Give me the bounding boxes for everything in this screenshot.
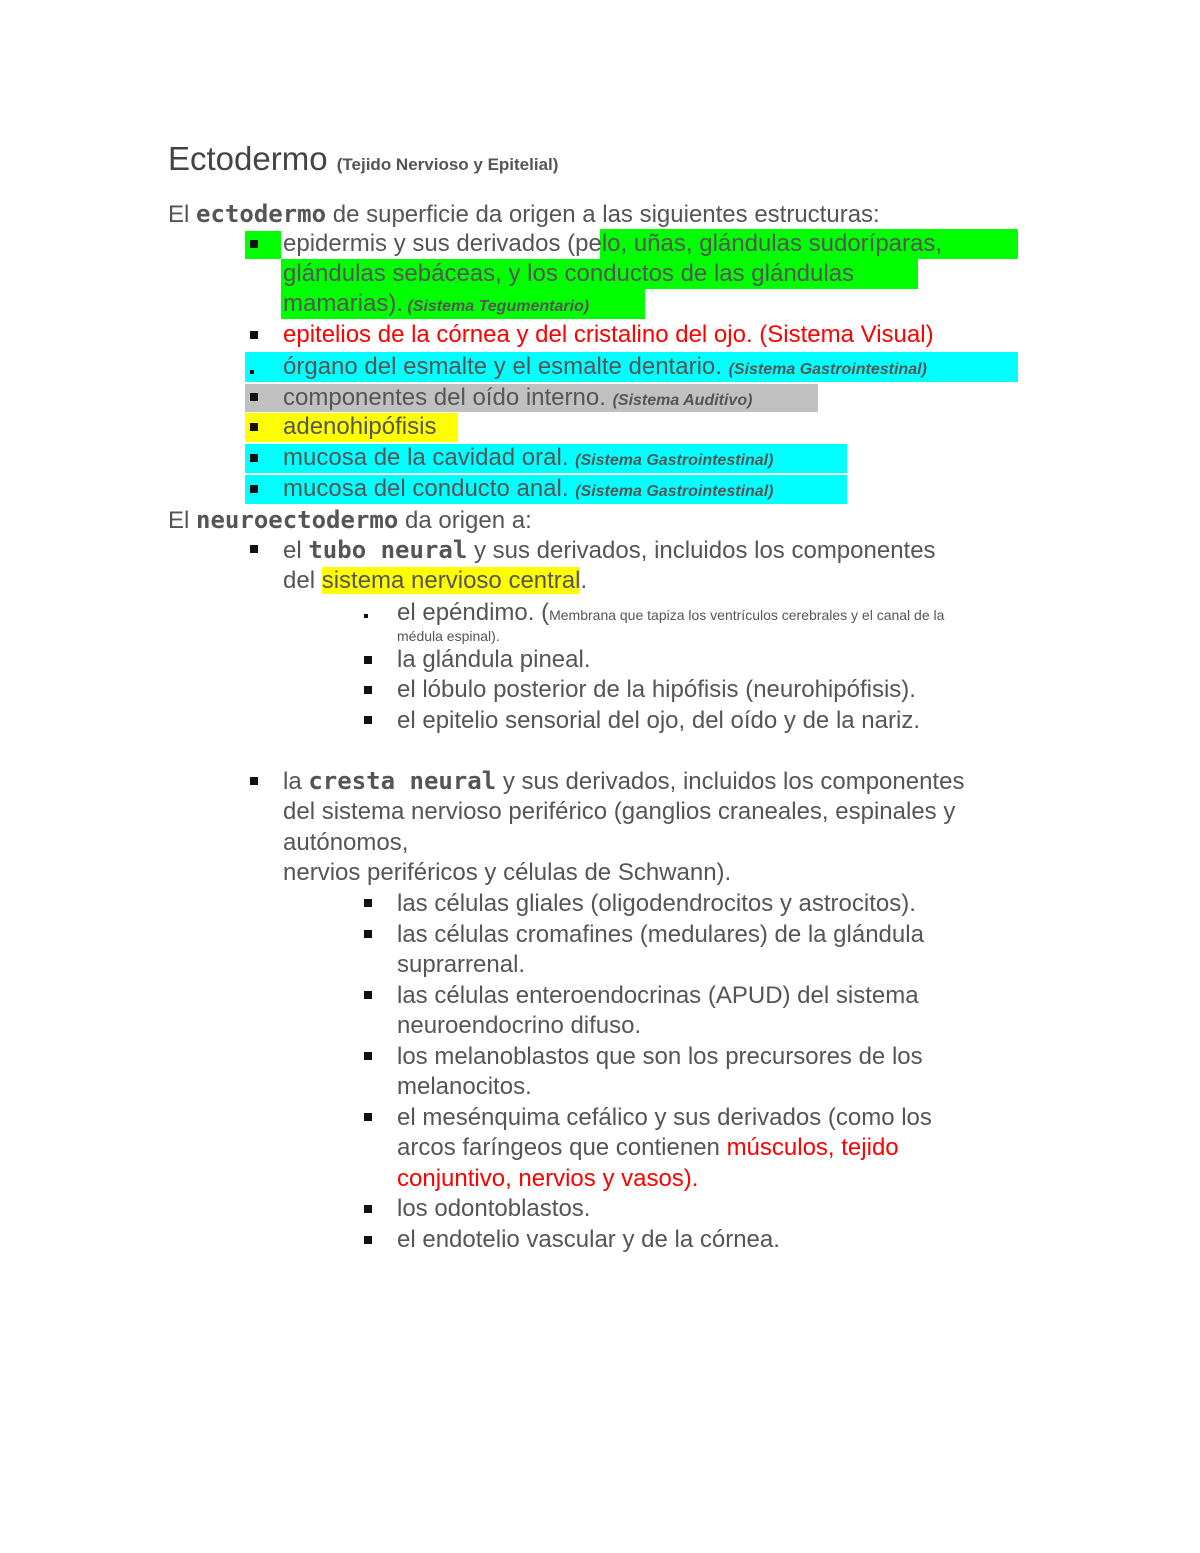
cresta-line2: del sistema nervioso periférico (ganglios craneales, espinales y <box>283 798 956 825</box>
sub-item-enteroendocrinas-line2: neuroendocrino difuso. <box>397 1012 642 1039</box>
componentes-text: componentes del oído interno. <box>283 384 613 411</box>
bullet-square-icon <box>250 777 258 785</box>
title-main: Ectodermo <box>168 140 328 177</box>
organo-tag: (Sistema Gastrointestinal) <box>728 361 927 378</box>
sub-item-mesenquima-line3: conjuntivo, nervios y vasos). <box>397 1165 699 1192</box>
mucosa-oral-text: mucosa de la cavidad oral. <box>283 444 576 471</box>
ependimo-note-line2: médula espinal). <box>397 628 500 644</box>
bullet-square-icon <box>250 393 258 401</box>
mucosa-anal-text: mucosa del conducto anal. <box>283 475 576 502</box>
intro1-bold: ectodermo <box>196 200 327 228</box>
ependimo-text: el epéndimo. ( <box>397 599 550 626</box>
intro1-post: de superficie da origen a las siguientes estructuras: <box>326 201 880 228</box>
cresta-line3: autónomos, <box>283 829 409 856</box>
sub-item-gliales: las células gliales (oligodendrocitos y astrocitos). <box>397 890 916 917</box>
cresta-bold: cresta neural <box>308 767 497 795</box>
epidermis-text: epidermis y sus derivados ( <box>283 230 576 257</box>
epidermis-line3-text: mamarias). <box>283 290 404 317</box>
mesenquima-line2-red: músculos, tejido <box>726 1134 899 1161</box>
list-item-adeno: adenohipófisis <box>283 413 437 440</box>
sub-item-lobulo: el lóbulo posterior de la hipófisis (neurohipófisis). <box>397 676 916 703</box>
sub-item-pineal: la glándula pineal. <box>397 646 591 673</box>
bullet-square-icon <box>250 423 258 431</box>
bullet-square-icon <box>364 1113 372 1121</box>
epidermis-hl2: glándulas sudoríparas, <box>692 230 943 257</box>
list-item-epitelios: epitelios de la córnea y del cristalino del ojo. (Sistema Visual) <box>283 321 934 348</box>
sub-item-mesenquima-line2 <box>397 1133 899 1163</box>
epidermis-line2: glándulas sebáceas, y los conductos de las glándulas <box>283 260 855 287</box>
bullet-square-icon <box>364 991 372 999</box>
bullet-square-icon <box>250 485 258 493</box>
tubo-post: y sus derivados, incluidos los componentes <box>467 537 936 564</box>
epidermis-line3 <box>283 289 589 322</box>
list-item-mucosa-oral <box>283 443 773 476</box>
bullet-square-icon <box>250 240 258 248</box>
sub-item-ependimo <box>397 598 944 628</box>
sub-item-mesenquima: el mesénquima cefálico y sus derivados (como los <box>397 1104 932 1131</box>
bullet-square-icon <box>250 454 258 462</box>
sub-item-endotelio: el endotelio vascular y de la córnea. <box>397 1226 780 1253</box>
bullet-square-icon <box>364 899 372 907</box>
sub-item-enteroendocrinas: las células enteroendocrinas (APUD) del sistema <box>397 982 919 1009</box>
mesenquima-line2-text: arcos faríngeos que contienen <box>397 1134 727 1161</box>
bullet-square-icon <box>364 1052 372 1060</box>
sub-item-cromafines: las células cromafines (medulares) de la glándula <box>397 921 924 948</box>
sub-item-epitelio: el epitelio sensorial del ojo, del oído y de la nariz. <box>397 707 920 734</box>
mucosa-oral-tag: (Sistema Gastrointestinal) <box>575 452 774 469</box>
intro-ectodermo <box>168 199 880 230</box>
sub-item-melanoblastos: los melanoblastos que son los precursores de los <box>397 1043 923 1070</box>
epidermis-hl1: pelo, uñas, <box>575 230 693 257</box>
componentes-tag: (Sistema Auditivo) <box>612 392 753 409</box>
bullet-square-icon <box>364 686 372 694</box>
ependimo-note: Membrana que tapiza los ventrículos cerebrales y el canal de la <box>549 607 945 623</box>
cresta-line4: nervios periféricos y células de Schwann). <box>283 859 732 886</box>
tubo-line2-pre: del <box>283 567 322 594</box>
intro1-pre: El <box>168 201 197 228</box>
epidermis-tag: (Sistema Tegumentario) <box>403 298 590 315</box>
intro2-pre: El <box>168 507 197 534</box>
tubo-line2-post: . <box>580 567 588 594</box>
bullet-square-icon <box>364 930 372 938</box>
bullet-square-icon <box>364 716 372 724</box>
bullet-square-icon <box>250 370 254 374</box>
sub-item-melanoblastos-line2: melanocitos. <box>397 1073 532 1100</box>
cresta-pre: la <box>283 768 309 795</box>
page-title <box>168 140 558 178</box>
bullet-square-icon <box>250 545 258 553</box>
tubo-bold: tubo neural <box>308 536 468 564</box>
list-item-cresta-neural <box>283 766 964 797</box>
title-subtitle: (Tejido Nervioso y Epitelial) <box>336 155 559 174</box>
mucosa-anal-tag: (Sistema Gastrointestinal) <box>575 483 774 500</box>
bullet-square-icon <box>364 656 372 664</box>
list-item-epidermis <box>283 229 942 259</box>
organo-text: órgano del esmalte y el esmalte dentario. <box>283 353 729 380</box>
tubo-pre: el <box>283 537 309 564</box>
intro2-post: da origen a: <box>398 507 532 534</box>
cresta-post: y sus derivados, incluidos los componentes <box>496 768 965 795</box>
list-item-mucosa-anal <box>283 474 773 507</box>
tubo-line2 <box>283 566 587 596</box>
list-item-tubo-neural <box>283 535 936 566</box>
sub-item-odontoblastos: los odontoblastos. <box>397 1195 591 1222</box>
intro-neuroectodermo <box>168 505 532 536</box>
bullet-square-icon <box>364 1205 372 1213</box>
list-item-organo <box>283 352 927 385</box>
bullet-square-icon <box>364 1236 372 1244</box>
tubo-line2-highlight: sistema nervioso central <box>321 567 581 594</box>
sub-item-cromafines-line2: suprarrenal. <box>397 951 526 978</box>
bullet-square-icon <box>250 331 258 339</box>
intro2-bold: neuroectodermo <box>196 506 399 534</box>
bullet-square-icon <box>364 614 368 618</box>
